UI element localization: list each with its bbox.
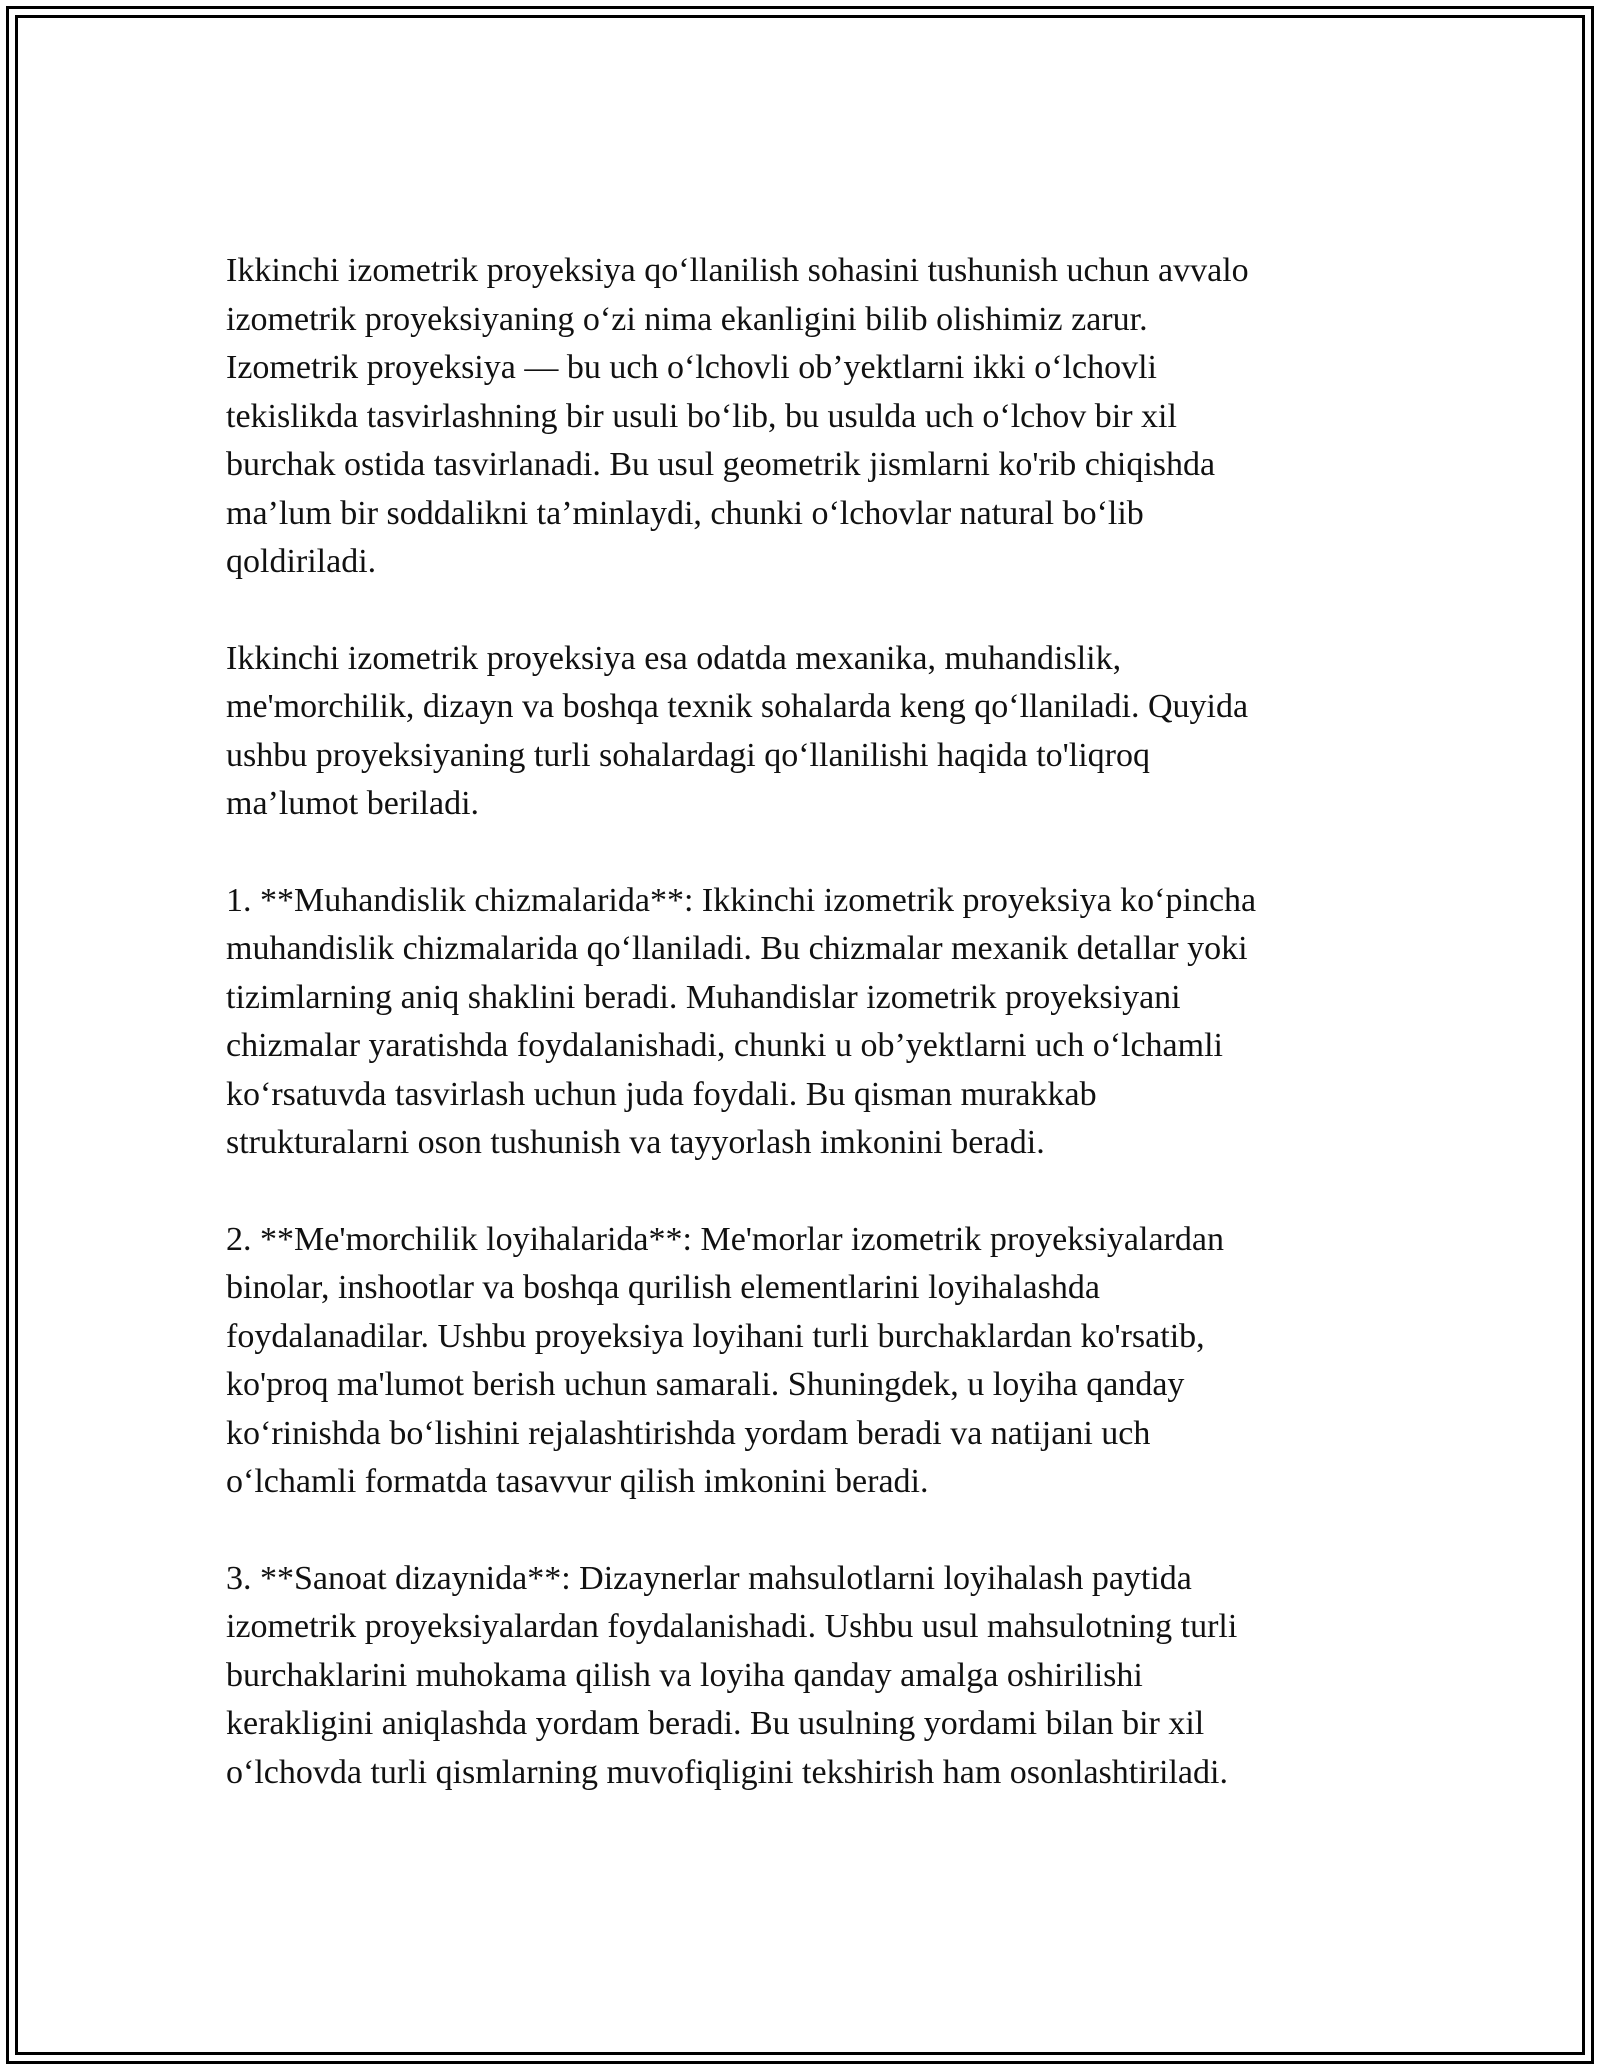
document-body (226, 247, 1376, 1797)
paragraph-intro: Ikkinchi izometrik proyeksiya qo‘llanilish sohasini tushunish uchun avvalo izometrik proyeksiyaning o‘zi nima ekanligini bilib olishimiz zarur. Izometrik proyeksiya — bu uch o‘lchovli ob’yektlarni ikki o‘lchovli tekislikda tasvirlashning bir usuli bo‘lib, bu usulda uch o‘lchov bir xil burchak ostida tasvirlanadi. Bu usul geometrik jismlarni ko'rib chiqishda ma’lum bir soddalikni ta’minlaydi, chunki o‘lchovlar natural bo‘lib qoldiriladi. (226, 252, 1249, 580)
paragraph-usage: Ikkinchi izometrik proyeksiya esa odatda mexanika, muhandislik, me'morchilik, dizayn va boshqa texnik sohalarda keng qo‘llaniladi. Quyida ushbu proyeksiyaning turli sohalardagi qo‘llanilishi haqida to'liqroq ma’lumot beriladi. (226, 639, 1249, 822)
paragraph-architecture: 2. **Me'morchilik loyihalarida**: Me'morlar izometrik proyeksiyalardan binolar, inshootlar va boshqa qurilish elementlarini loyihalashda foydalanadilar. Ushbu proyeksiya loyihani turli burchaklardan ko'rsatib, ko'proq ma'lumot berish uchun samarali. Shuningdek, u loyiha qanday ko‘rinishda bo‘lishini rejalashtirishda yordam beradi va natijani uch o‘lchamli formatda tasavvur qilish imkonini beradi. (226, 1220, 1224, 1500)
paragraph-engineering: 1. **Muhandislik chizmalarida**: Ikkinchi izometrik proyeksiya ko‘pincha muhandislik chizmalarida qo‘llaniladi. Bu chizmalar mexanik detallar yoki tizimlarning aniq shaklini beradi. Muhandislar izometrik proyeksiyani chizmalar yaratishda foydalanishadi, chunki u ob’yektlarni uch o‘lchamli ko‘rsatuvda tasvirlash uchun juda foydali. Bu qisman murakkab strukturalarni oson tushunish va tayyorlash imkonini beradi. (226, 881, 1257, 1161)
paragraph-industrial-design: 3. **Sanoat dizaynida**: Dizaynerlar mahsulotlarni loyihalash paytida izometrik proyeksiyalardan foydalanishadi. Ushbu usul mahsulotning turli burchaklarini muhokama qilish va loyiha qanday amalga oshirilishi kerakligini aniqlashda yordam beradi. Bu usulning yordami bilan bir xil o‘lchovda turli qismlarning muvofiqligini tekshirish ham osonlashtiriladi. (226, 1559, 1238, 1791)
